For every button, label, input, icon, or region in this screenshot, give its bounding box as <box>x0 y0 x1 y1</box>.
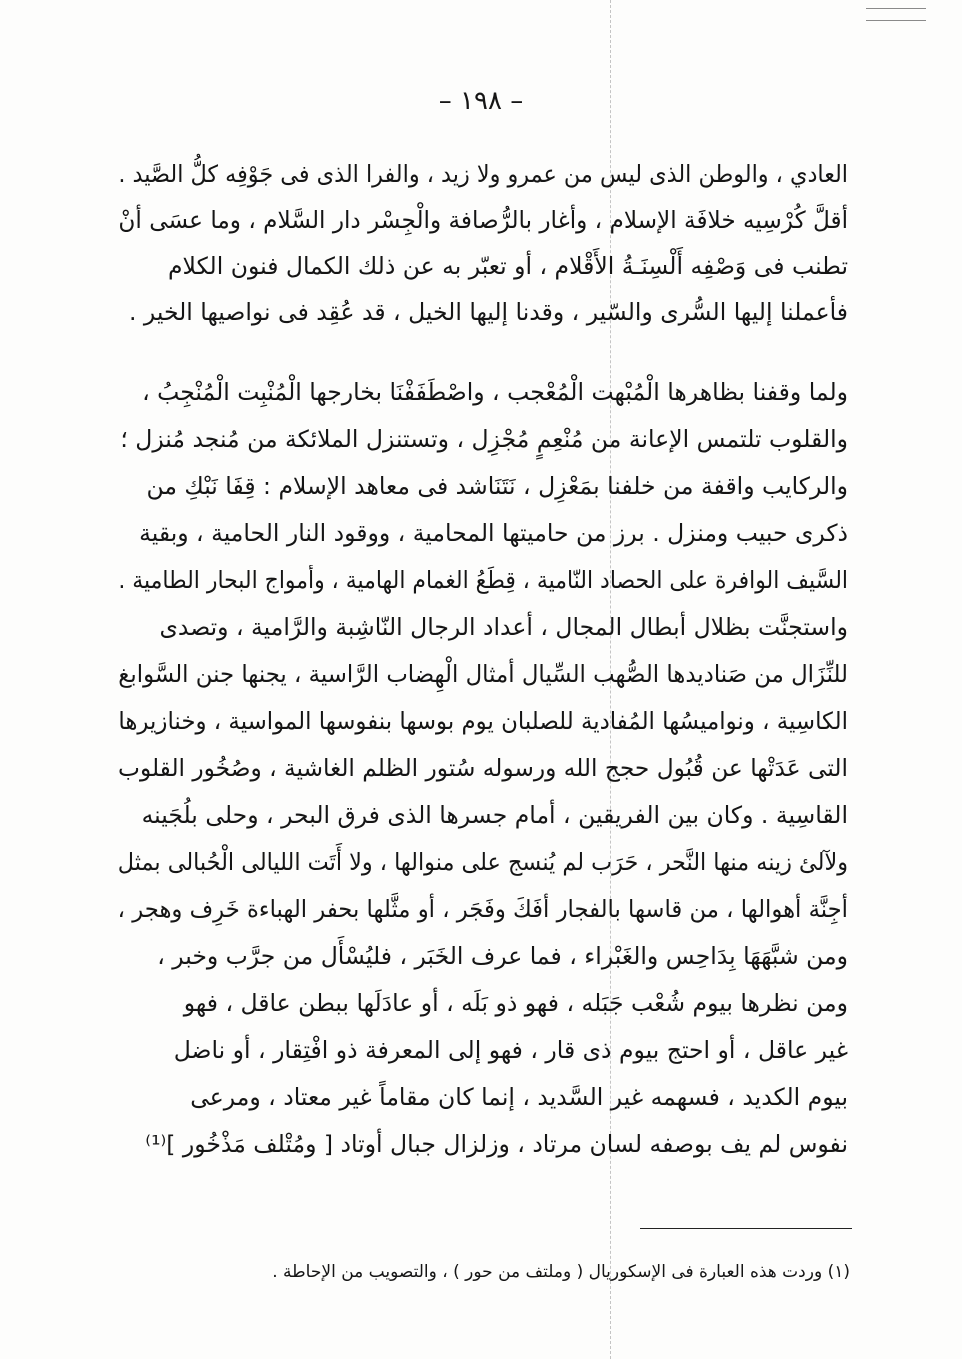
text-line: فأعملنا إليها السُّرى والسّير ، وقدنا إليها الخيل ، قد عُقِد فى نواصيها الخير . <box>128 298 848 326</box>
text-line: ولما وقفنا بظاهرها الْمُبْهت الْمُعْجب ، واصْطَفَفْنَا بخارجها الْمُنْبِت الْمُنْجِبُ ، <box>142 378 848 406</box>
text-line: تطنب فى وَصْفِه أَلْسِنَـةُ الأَقْلام ، أو تعبّر به عن ذلك الكمال فنون الكلام <box>168 252 848 280</box>
text-line: التى عَدَتْها عن قُبُول حجج الله ورسوله سُتور الظلم الغاشية ، وصُخُور القلوب <box>118 754 849 782</box>
text-line: الكاسِية ، ونواميسُها المُفادية للصلبان يوم بوسها بنفوسها المواسية ، وخنازيرها <box>118 707 848 735</box>
footnote-divider <box>640 1228 852 1229</box>
footnote: (١) وردت هذه العبارة فى الإسكوريال ( وملتف من حور ) ، والتصويب من الإحاطة . <box>272 1262 850 1282</box>
text-line: ذكرى حبيب ومنزل . برز من حاميتها المحامية ، ووقود النار الحامية ، وبقية <box>139 519 848 547</box>
text-line: أجِنَّة أهوالها ، من قاسها بالفجار أفَكَ وفَجَر ، أو مثَّلها بحفر الهباءة خَرِف وهجر ، <box>117 895 848 923</box>
page-number: – ١٩٨ – <box>438 86 524 116</box>
text-line: السَّيف الوافرة على الحصاد النّامية ، قِطَعُ الغمام الهامية ، وأمواج البحار الطامية . <box>118 566 849 594</box>
text-line: العادي ، والوطن الذى ليس من عمرو ولا زيد ، والفرا الذى فى جَوْفِه كلُّ الصَّيد . <box>118 160 849 188</box>
text-line: والركايب واقفة من خلفنا بمَعْزِل ، نَتَنَاشد فى معاهد الإسلام : قِفَا نَبْكِ من <box>146 472 848 500</box>
scan-edge-line <box>866 8 926 9</box>
text-line: للنِّزَال من صَناديدها الصُّهب السِّيال أمثال الْهِضاب الرَّاسية ، يجنها جنن السَّوابغ <box>118 660 849 688</box>
text-line: بيوم الكديد ، فسهمه غير السَّديد ، إنما كان مقاماً غير معتاد ، ومرعى <box>190 1083 848 1111</box>
text-line: والقلوب تلتمس الإعانة من مُنْعِمٍ مُجْزِل ، وتستنزل الملائكة من مُنجد مُنزل ؛ <box>120 425 848 453</box>
text-line: القاسِية . وكان بين الفريقين ، أمام جسرها الذى فرق البحر ، وحلى بلُجَينه <box>141 801 848 829</box>
text-line: أقلَّ كُرْسِيه خلافَة الإسلام ، وأغار بالرُّصافة والْجِسْر دار السَّلام ، وما عسَى أنْ <box>118 206 848 234</box>
text-line: ولآلئ زينه منها النَّحر ، حَرَب لم يُنسج على منوالها ، ولا أَتَت الليالى الْحُبالى بمثل <box>117 848 848 876</box>
text-line: ومن نظرها بيوم شُعْب جَبَله ، فهو ذو بَلَه ، أو عادَلَها ببطن عاقل ، فهو <box>183 989 848 1017</box>
text-line: ومن شبَّهَهَا بِدَاحِس والغَبْراء ، فما عرف الخَبَر ، فليُسْأَل من جرَّب وخبر ، <box>157 942 848 970</box>
text-line: نفوس لم يف بوصفه لسان مرتاد ، وزلزال جبال أوتاد [ ومُتْلف مَذْخُور ]⁽¹⁾ <box>145 1130 848 1158</box>
text-line: غير عاقل ، أو احتج بيوم ذى قار ، فهو إلى المعرفة ذو افْتِقار ، أو ناضل <box>173 1036 848 1064</box>
text-line: واستجنَّت بظلال أبطال المجال ، أعداد الرجال النّاشِبة والرَّامية ، وتصدى <box>159 613 848 641</box>
scan-edge-line <box>866 20 926 21</box>
